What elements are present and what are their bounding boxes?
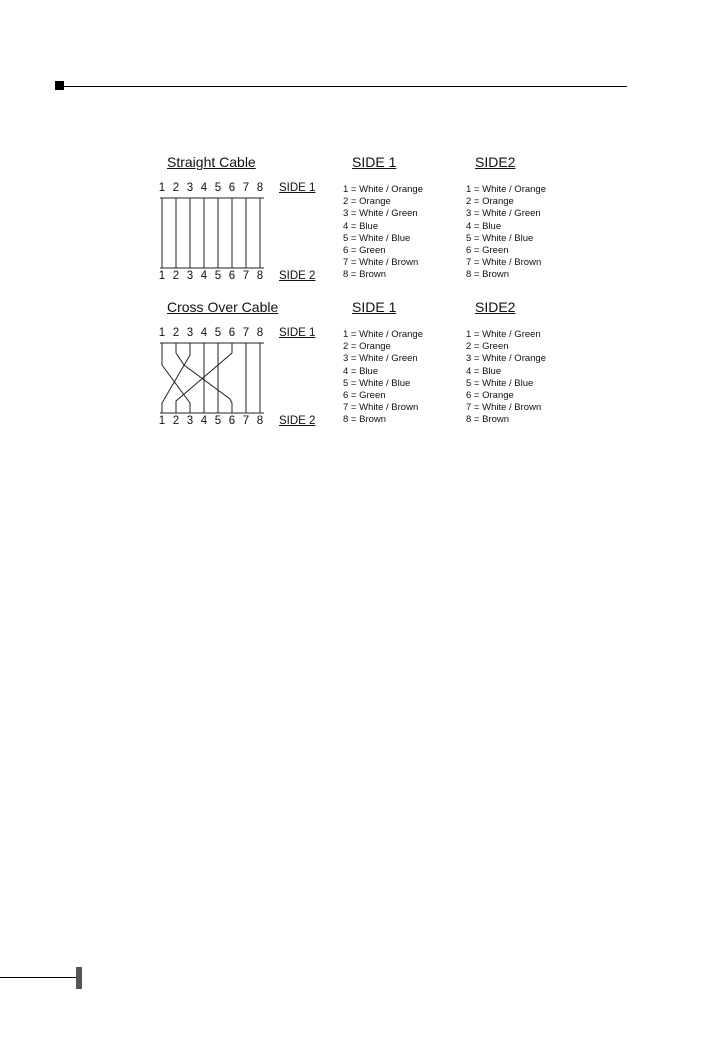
list-item: 7 = White / Brown	[343, 402, 419, 414]
pin-label: 1	[158, 182, 166, 194]
pin-label: 6	[228, 270, 236, 282]
cross-wires	[160, 343, 264, 413]
pin-label: 5	[214, 270, 222, 282]
list-item: 1 = White / Orange	[343, 329, 423, 340]
pin-label: 7	[242, 415, 250, 427]
pin-label: 2	[172, 415, 180, 427]
footer-rule	[0, 967, 82, 989]
pin-label: 8	[256, 270, 264, 282]
cross-side2-heading: SIDE2	[475, 299, 516, 315]
list-item: 1 = White / Orange	[466, 184, 546, 195]
list-item: 2 = Orange	[343, 196, 391, 208]
footer-tab-marker	[76, 967, 82, 989]
pin-label: 4	[200, 182, 208, 194]
cross-side1-label: SIDE 1	[279, 327, 316, 339]
list-item: 2 = Green	[466, 341, 509, 353]
pin-label: 5	[214, 182, 222, 194]
straight-side2-heading: SIDE2	[475, 154, 516, 170]
cross-side1-heading: SIDE 1	[352, 299, 397, 315]
cross-wire-diagram	[150, 341, 280, 415]
list-item: 4 = Blue	[466, 365, 502, 377]
pin-label: 8	[256, 327, 264, 339]
straight-side1-heading: SIDE 1	[352, 154, 397, 170]
pin-label: 3	[186, 182, 194, 194]
footer-line	[0, 977, 76, 978]
list-item: 4 = Blue	[343, 220, 379, 232]
pin-label: 3	[186, 327, 194, 339]
straight-wire-diagram	[150, 196, 280, 270]
pin-label: 4	[200, 270, 208, 282]
list-item: 5 = White / Blue	[343, 377, 411, 389]
pin-label: 7	[242, 270, 250, 282]
list-item: 3 = White / Green	[343, 208, 418, 220]
pin-label: 5	[214, 327, 222, 339]
cross-side1-list	[343, 329, 423, 427]
pin-label: 6	[228, 327, 236, 339]
list-item: 6 = Orange	[466, 390, 514, 402]
list-item: 8 = Brown	[466, 269, 510, 281]
list-item: 1 = White / Orange	[343, 184, 423, 195]
straight-side1-label: SIDE 1	[279, 182, 316, 194]
pin-label: 7	[242, 327, 250, 339]
list-item: 2 = Orange	[343, 341, 391, 353]
list-item: 5 = White / Blue	[343, 232, 411, 244]
pin-label: 2	[172, 327, 180, 339]
pin-label: 5	[214, 415, 222, 427]
header-rule	[55, 81, 627, 91]
list-item: 6 = Green	[343, 390, 386, 402]
header-square-marker	[55, 81, 64, 90]
pin-label: 6	[228, 415, 236, 427]
list-item: 3 = White / Green	[466, 208, 541, 220]
list-item: 7 = White / Brown	[466, 257, 542, 269]
list-item: 2 = Orange	[466, 196, 514, 208]
pin-label: 1	[158, 415, 166, 427]
cross-side2-list	[466, 329, 546, 427]
cross-over-cable-title: Cross Over Cable	[167, 299, 279, 315]
list-item: 3 = White / Green	[343, 353, 418, 365]
pin-label: 8	[256, 415, 264, 427]
straight-side1-list	[343, 184, 423, 282]
list-item: 7 = White / Brown	[466, 402, 542, 414]
list-item: 3 = White / Orange	[466, 353, 546, 365]
straight-cable-title: Straight Cable	[167, 154, 256, 170]
pin-label: 7	[242, 182, 250, 194]
list-item: 8 = Brown	[343, 269, 387, 281]
pin-label: 1	[158, 270, 166, 282]
pin-label: 2	[172, 270, 180, 282]
pin-label: 8	[256, 182, 264, 194]
list-item: 7 = White / Brown	[343, 257, 419, 269]
list-item: 5 = White / Blue	[466, 377, 534, 389]
cross-side2-label: SIDE 2	[279, 415, 316, 427]
list-item: 4 = Blue	[343, 365, 379, 377]
pin-label: 3	[186, 270, 194, 282]
straight-wires	[160, 198, 264, 268]
straight-side2-label: SIDE 2	[279, 270, 316, 282]
pin-label: 4	[200, 415, 208, 427]
list-item: 6 = Green	[466, 245, 509, 257]
pin-label: 3	[186, 415, 194, 427]
list-item: 8 = Brown	[466, 414, 510, 426]
list-item: 1 = White / Green	[466, 329, 541, 340]
pin-label: 6	[228, 182, 236, 194]
header-line	[64, 86, 627, 87]
list-item: 6 = Green	[343, 245, 386, 257]
pin-label: 4	[200, 327, 208, 339]
pin-label: 1	[158, 327, 166, 339]
pin-label: 2	[172, 182, 180, 194]
list-item: 8 = Brown	[343, 414, 387, 426]
list-item: 4 = Blue	[466, 220, 502, 232]
list-item: 5 = White / Blue	[466, 232, 534, 244]
straight-side2-list	[466, 184, 546, 282]
